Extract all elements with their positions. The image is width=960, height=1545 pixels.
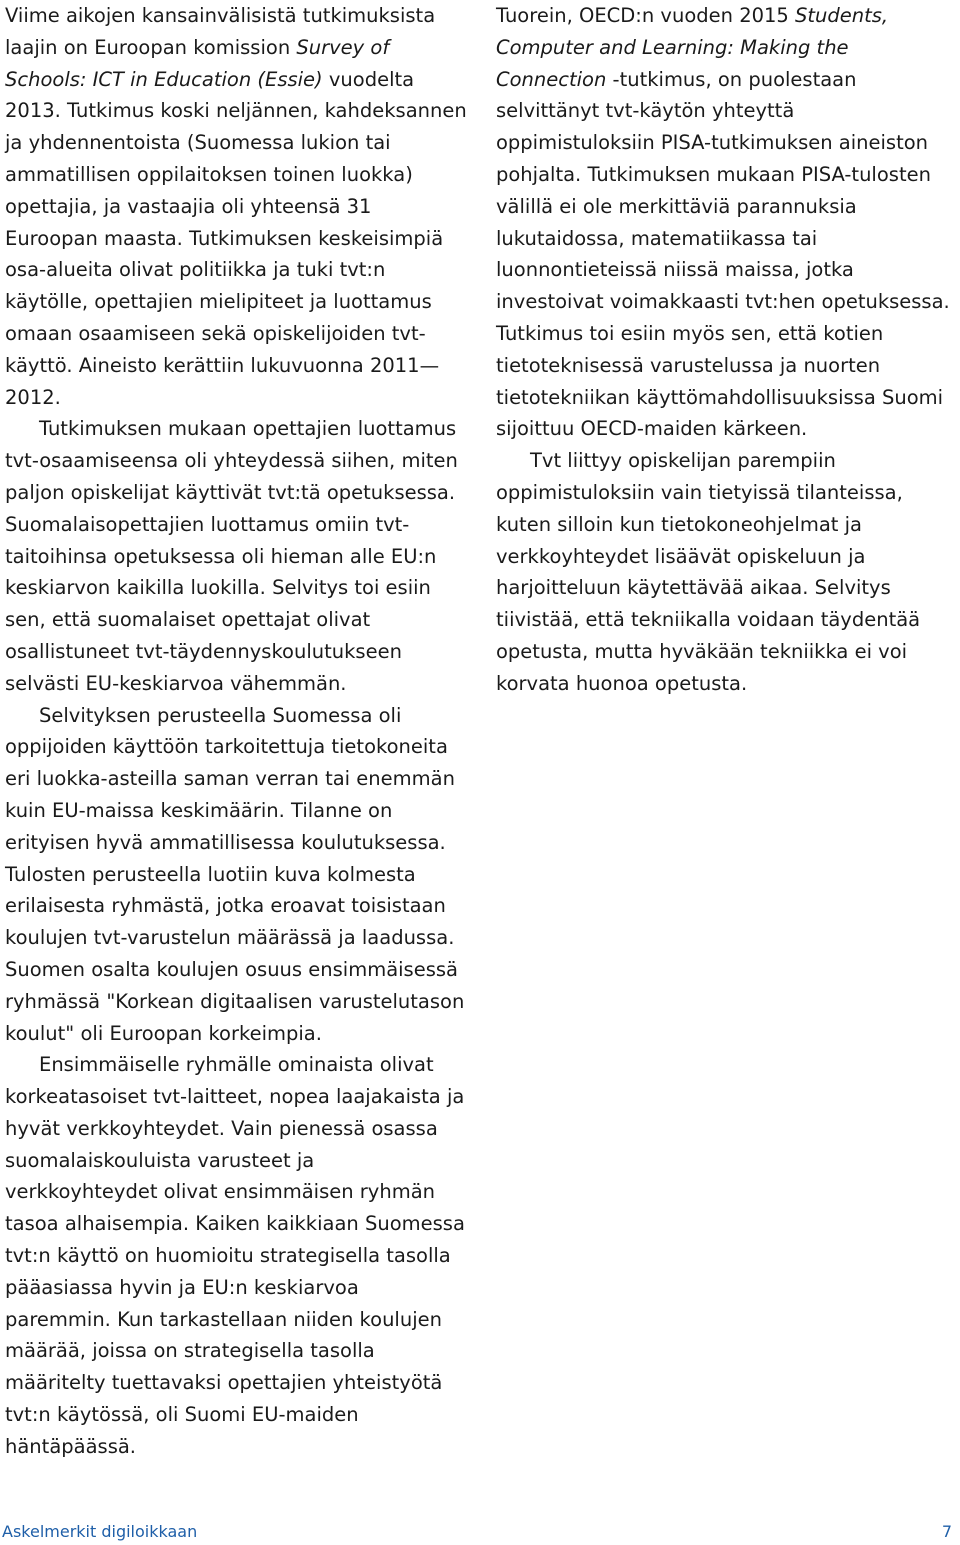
right-column — [496, 0, 954, 700]
left-p1-text-b: vuodelta 2013. Tutkimus koski neljännen, kahdeksannen ja yhdennentoista (Suomessa lukion tai ammatillisen oppilaitoksen toinen luokka) opettajia, ja vastaajia oli yhteensä 31 Euroopan maasta. Tutkimuksen keskeisimpiä osa-alueita olivat politiikka ja tuki tvt:n käytölle, opettajien mielipiteet ja luottamus omaan osaamiseen sekä opiskelijoiden tvt-käyttö. Aineisto kerättiin lukuvuonna 2011—2012. — [5, 67, 467, 409]
page-number: 7 — [941, 1522, 952, 1541]
page-footer — [0, 1518, 960, 1545]
left-paragraph-4: Ensimmäiselle ryhmälle ominaista olivat korkeatasoiset tvt-laitteet, nopea laajakaista ja hyvät verkkoyhteydet. Vain pienessä osassa suomalaiskouluista varusteet ja verkkoyhteydet olivat ensimmäisen ryhmän tasoa alhaisempia. Kaiken kaikkiaan Suomessa tvt:n käyttö on huomioitu strategisella tasolla pääasiassa hyvin ja EU:n keskiarvoa paremmin. Kun tarkastellaan niiden koulujen määrää, joissa on strategisella tasolla määritelty tuettavaksi opettajien yhteistyötä tvt:n käytössä, oli Suomi EU-maiden häntäpäässä. — [5, 1053, 465, 1458]
left-paragraph-1 — [5, 0, 467, 413]
left-p1-text-a: Viime aikojen kansainvälisistä tutkimuksista laajin on Euroopan komission — [5, 4, 436, 59]
left-column — [5, 0, 467, 1463]
left-paragraph-3: Selvityksen perusteella Suomessa oli oppijoiden käyttöön tarkoitettuja tietokoneita eri luokka-asteilla saman verran tai enemmän kuin EU-maissa keskimäärin. Tilanne on erityisen hyvä ammatillisessa koulutuksessa. Tulosten perusteella luotiin kuva kolmesta erilaisesta ryhmästä, jotka eroavat toisistaan koulujen tvt-varustelun määrässä ja laadussa. Suomen osalta koulujen osuus ensimmäisessä ryhmässä "Korkean digitaalisen varustelutason koulut" oli Euroopan korkeimpia. — [5, 703, 465, 1045]
footer-publication-title: Askelmerkit digiloikkaan — [2, 1522, 198, 1541]
right-p1-study-title: Students, Computer and Learning: Making the Connection — [496, 4, 889, 91]
right-paragraph-2: Tvt liittyy opiskelijan parempiin oppimistuloksiin vain tietyissä tilanteissa, kuten silloin kun tietokoneohjelmat ja verkkoyhteydet lisäävät opiskeluun ja harjoitteluun käytettävää aikaa. Selvitys tiivistää, että tekniikalla voidaan täydentää opetusta, mutta hyväkään tekniikka ei voi korvata huonoa opetusta. — [496, 449, 921, 695]
right-p1-text-b: -tutkimus, on puolestaan selvittänyt tvt-käytön yhteyttä oppimistuloksiin PISA-tutkimuksen aineiston pohjalta. Tutkimuksen mukaan PISA-tulosten välillä ei ole merkittäviä parannuksia lukutaidossa, matematiikassa tai luonnontieteissä niissä maissa, jotka investoivat voimakkaasti tvt:hen opetuksessa. Tutkimus toi esiin myös sen, että kotien tietoteknisessä varustelussa ja nuorten tietotekniikan käyttömahdollisuuksissa Suomi sijoittuu OECD-maiden kärkeen. — [496, 67, 950, 441]
right-p1-text-a: Tuorein, OECD:n vuoden 2015 — [496, 4, 796, 27]
left-paragraph-2: Tutkimuksen mukaan opettajien luottamus tvt-osaamiseensa oli yhteydessä siihen, miten paljon opiskelijat käyttivät tvt:tä opetuksessa. Suomalaisopettajien luottamus omiin tvt-taitoihinsa opetuksessa oli hieman alle EU:n keskiarvon kaikilla luokilla. Selvitys toi esiin sen, että suomalaiset opettajat olivat osallistuneet tvt-täydennyskoulutukseen selvästi EU-keskiarvoa vähemmän. — [5, 417, 458, 695]
left-p1-survey-title: Survey of Schools: ICT in Education (Essie) — [5, 35, 390, 91]
right-paragraph-1 — [496, 0, 954, 445]
